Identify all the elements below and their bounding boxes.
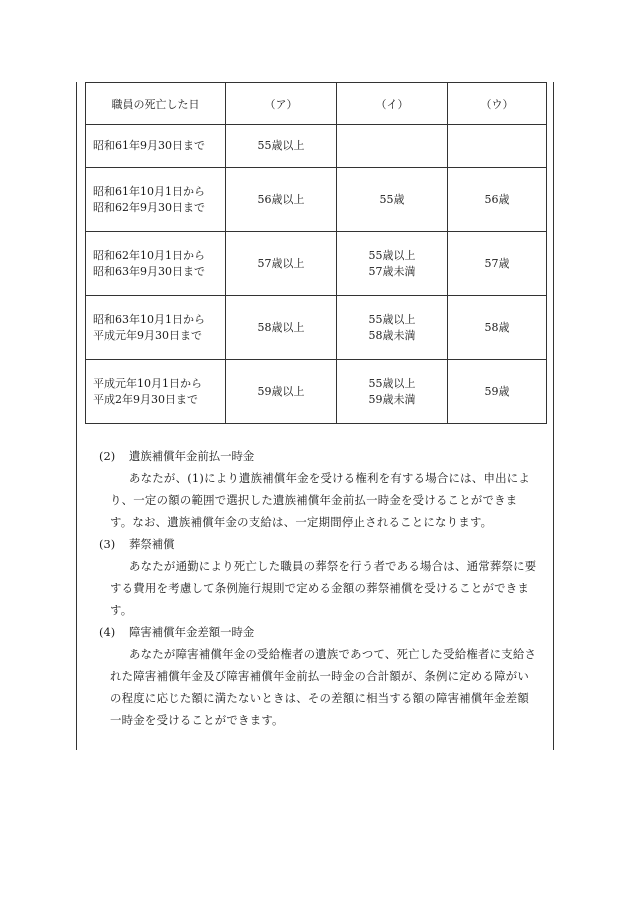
- section-paragraph-line: す。なお、遺族補償年金の支給は、一定期間停止されることになります。: [110, 515, 493, 529]
- table-row: [86, 125, 547, 168]
- period-cell: 昭和61年10月1日から 昭和62年9月30日まで: [86, 168, 226, 232]
- section-paragraph-line: あなたが障害補償年金の受給権者の遺族であつて、死亡した受給権者に支給さ: [129, 647, 537, 661]
- section-paragraph-line: の程度に応じた額に満たないときは、その差額に相当する額の障害補償年金差額: [110, 691, 530, 705]
- value-cell-a: 55歳以上: [226, 125, 337, 168]
- value-cell-u: 56歳: [448, 168, 547, 232]
- section-paragraph-line: り、一定の額の範囲で選択した遺族補償年金前払一時金を受けることができま: [110, 493, 518, 507]
- document-body: [99, 445, 549, 731]
- value-cell-a: 56歳以上: [226, 168, 337, 232]
- section-heading: [99, 445, 549, 467]
- section-paragraph-line: 一時金を受けることができます。: [110, 713, 284, 727]
- section-paragraph-line: する費用を考慮して条例施行規則で定める金額の葬祭補償を受けることができま: [110, 581, 530, 595]
- page-frame-left-border: [76, 82, 77, 750]
- section-paragraph-line: あなたが通勤により死亡した職員の葬祭を行う者である場合は、通常葬祭に要: [129, 559, 537, 573]
- period-cell: 昭和62年10月1日から 昭和63年9月30日まで: [86, 232, 226, 296]
- period-cell: 昭和61年9月30日まで: [86, 125, 226, 168]
- section-paragraph-line: れた障害補償年金及び障害補償年金前払一時金の合計額が、条例に定める障がい: [110, 669, 530, 683]
- table-row: [86, 232, 547, 296]
- table-row: [86, 168, 547, 232]
- value-cell-a: 59歳以上: [226, 360, 337, 424]
- section-number: (2): [99, 449, 116, 463]
- value-cell-i: 55歳以上 57歳未満: [337, 232, 448, 296]
- value-cell-i: [337, 125, 448, 168]
- header-column-u: （ウ）: [448, 83, 547, 125]
- age-requirement-table: [85, 82, 547, 424]
- section-title: 葬祭補償: [129, 537, 175, 551]
- value-cell-u: 59歳: [448, 360, 547, 424]
- table-row: [86, 296, 547, 360]
- period-cell: 昭和63年10月1日から 平成元年9月30日まで: [86, 296, 226, 360]
- header-column-i: （イ）: [337, 83, 448, 125]
- page-frame-right-border: [553, 82, 554, 750]
- value-cell-a: 57歳以上: [226, 232, 337, 296]
- value-cell-u: [448, 125, 547, 168]
- value-cell-i: 55歳以上 59歳未満: [337, 360, 448, 424]
- section-paragraph-line: あなたが、(1)により遺族補償年金を受ける権利を有する場合には、申出によ: [129, 471, 531, 485]
- period-cell: 平成元年10月1日から 平成2年9月30日まで: [86, 360, 226, 424]
- value-cell-i: 55歳: [337, 168, 448, 232]
- section-title: 遺族補償年金前払一時金: [129, 449, 255, 463]
- value-cell-a: 58歳以上: [226, 296, 337, 360]
- value-cell-u: 58歳: [448, 296, 547, 360]
- section-heading: [99, 621, 549, 643]
- value-cell-i: 55歳以上 58歳未満: [337, 296, 448, 360]
- section-number: (4): [99, 625, 116, 639]
- table-header-row: [86, 83, 547, 125]
- header-death-date: 職員の死亡した日: [86, 83, 226, 125]
- table-row: [86, 360, 547, 424]
- section-heading: [99, 533, 549, 555]
- section-number: (3): [99, 537, 116, 551]
- section-title: 障害補償年金差額一時金: [129, 625, 255, 639]
- header-column-a: （ア）: [226, 83, 337, 125]
- value-cell-u: 57歳: [448, 232, 547, 296]
- section-paragraph-line: す。: [110, 603, 133, 617]
